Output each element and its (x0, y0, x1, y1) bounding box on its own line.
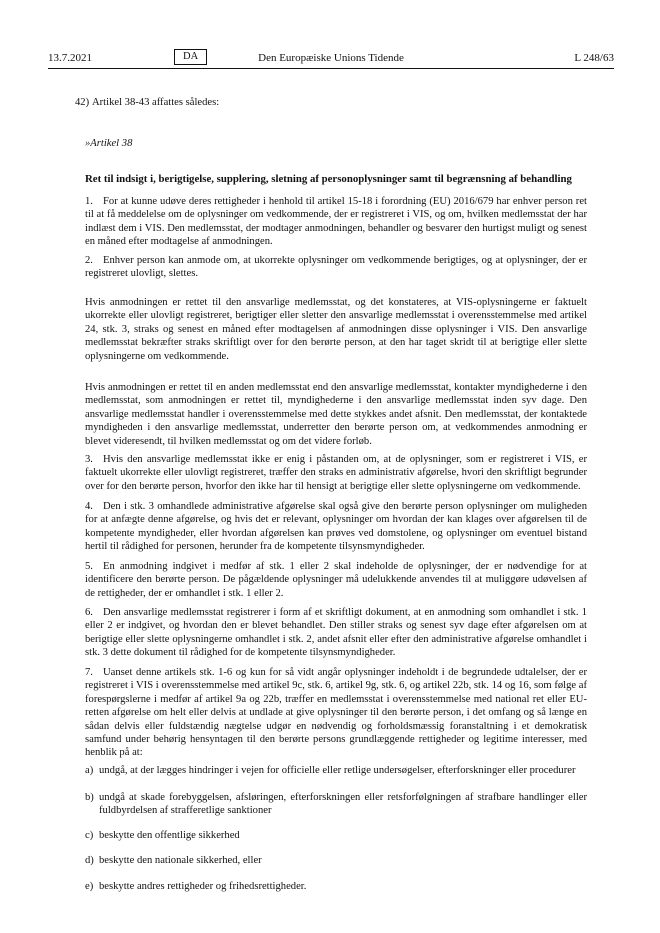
paragraph-text: For at kunne udøve deres rettigheder i henhold til artikel 15-18 i forordning (EU) 2016/679 har enhver person ret til at få meddelelse om de oplysninger om vedkommende, der er registreret i VIS, og om, hvilken medlemsstat der har indlæst dem i VIS. Den medlemsstat, der modtager anmodningen, behandler og besvarer den hurtigst muligt og senest en måned efter modtagelse af anmodningen. (85, 196, 587, 248)
paragraph-5 (85, 560, 587, 600)
paragraph-text: Den i stk. 3 omhandlede administrative afgørelse skal også give den berørte person oplysninger om muligheden for at anfægte denne afgørelse, og hvis det er relevant, oplysninger om hvordan der kan klages over afgørelsen til de kompetente myndigheder, eller hvordan afgørelsen kan prøves ved domstolene, og oplysninger om eventuel bistand hertil til rådighed for personen, herunder fra de kompetente tilsynsmyndigheder. (85, 501, 587, 553)
list-text: beskytte andres rettigheder og frihedsrettigheder. (99, 881, 307, 892)
publication-date: 13.7.2021 (48, 52, 92, 64)
paragraph-6 (85, 606, 587, 660)
journal-title: Den Europæiske Unions Tidende (258, 52, 404, 64)
language-badge: DA (174, 49, 207, 65)
list-text: beskytte den nationale sikkerhed, eller (99, 855, 262, 866)
list-text: beskytte den offentlige sikkerhed (99, 830, 240, 841)
header-divider (48, 68, 614, 69)
list-item-d (85, 854, 587, 867)
amendment-line (75, 97, 220, 108)
paragraph-text: Uanset denne artikels stk. 1-6 og kun for så vidt angår oplysninger indeholdt i de begrundede udtalelser, der er registreret i VIS i overensstemmelse med artikel 9c, stk. 6, artikel 9g, stk. 6, og artikel 22b, stk. 14 og 16, som følge af forespørgslerne i medfør af artikel 9a og 22b, træffer en medlemsstat i overensstemmelse med national ret eller EU-retten afgørelse om helt eller delvis at undlade at give oplysninger til den berørte person, i det omfang og så længe en sådan delvis eller fuldstændig nægtelse udgør en nødvendig og forholdsmæssig foranstaltning i et demokratisk samfund under behørig hensyntagen til den berørte persons grundlæggende rettigheder og legitime interesser, med henblik på at: (85, 667, 587, 759)
paragraph-text: Den ansvarlige medlemsstat registrerer i form af et skriftligt dokument, at en anmodning som omhandlet i stk. 1 eller 2 er indgivet, og hvordan den er blevet behandlet. Den stiller straks og senest syv dage efter afgørelsen om at berigtige eller slette oplysningerne omhandlet i stk. 2, andet afsnit eller efter den administrative afgørelse omhandlet i stk. 3 dette dokument til rådighed for de kompetente tilsynsmyndigheder. (85, 607, 587, 659)
paragraph-number: 7. (85, 667, 93, 678)
paragraph-1 (85, 195, 587, 249)
paragraph-text: Hvis anmodningen er rettet til en anden medlemsstat end den ansvarlige medlemsstat, kontakter myndighederne i den medlemsstat, som anmodningen er rettet til, myndighederne i den ansvarlige medlemsstat inden syv dage. Den ansvarlige medlemsstat handler i overensstemmelse med dette stykkes andet afsnit. Den medlemsstat, der kontaktede myndigheden i den ansvarlige medlemsstat, underretter den berørte person om, at vedkommendes anmodning er blevet videresendt, til hvilken medlemsstat og om det videre forløb. (85, 382, 587, 447)
amendment-text: Artikel 38-43 affattes således: (92, 97, 220, 108)
paragraph-text: Hvis anmodningen er rettet til den ansvarlige medlemsstat, og det konstateres, at VIS-oplysningerne er faktuelt ukorrekte eller ulovligt registreret, berigtiger eller sletter den ansvarlige medlemsstat i overensstemmelse med artikel 24, stk. 3, straks og senest en måned efter modtagelsen af anmodningen disse oplysninger i VIS. Den ansvarlige medlemsstat bekræfter straks skriftligt over for den berørte person, at den har taget skridt til at berigtige eller slette oplysningerne om vedkommende. (85, 297, 587, 362)
list-letter: e) (85, 881, 94, 892)
list-text: undgå, at der lægges hindringer i vejen for officielle eller retlige undersøgelser, efterforskninger eller procedurer (99, 765, 576, 776)
paragraph-2-subparagraph-3 (85, 381, 587, 448)
page-reference: L 248/63 (574, 52, 614, 64)
article-title: Ret til indsigt i, berigtigelse, supplering, sletning af personoplysninger samt til begrænsning af behandling (85, 173, 572, 185)
list-letter: c) (85, 830, 94, 841)
paragraph-number: 3. (85, 454, 93, 465)
list-item-b (85, 791, 587, 818)
paragraph-4 (85, 500, 587, 554)
paragraph-3 (85, 453, 587, 493)
list-letter: d) (85, 855, 94, 866)
amendment-number: 42) (75, 97, 90, 108)
paragraph-text: En anmodning indgivet i medfør af stk. 1 eller 2 skal indeholde de oplysninger, der er nødvendige for at identificere den berørte person. De pågældende oplysninger må udelukkende anvendes til at muliggøre udøvelsen af de rettigheder, der er omhandlet i stk. 1 eller 2. (85, 561, 587, 599)
paragraph-7 (85, 666, 587, 760)
paragraph-text: Hvis den ansvarlige medlemsstat ikke er enig i påstanden om, at de oplysninger, som er registreret i VIS, er faktuelt ukorrekte eller ulovligt registreret, træffer den straks en administrativ afgørelse, hvori den skriftligt begrunder over for den berørte person, hvorfor den ikke har til hensigt at berigtige eller slette oplysningerne om vedkommende. (85, 454, 587, 492)
list-text: undgå at skade forebyggelsen, afsløringen, efterforskningen eller retsforfølgningen af strafbare handlinger eller fuldbyrdelsen af strafferetlige sanktioner (99, 792, 587, 817)
paragraph-number: 4. (85, 501, 93, 512)
list-item-e (85, 880, 587, 893)
page-header (48, 50, 614, 66)
paragraph-2-subparagraph-2 (85, 296, 587, 363)
paragraph-number: 2. (85, 255, 93, 266)
list-letter: b) (85, 792, 94, 803)
paragraph-number: 6. (85, 607, 93, 618)
list-item-c (85, 829, 587, 842)
list-item-a (85, 764, 587, 777)
paragraph-text: Enhver person kan anmode om, at ukorrekte oplysninger om vedkommende berigtiges, og at oplysninger, der er registreret ulovligt, slettes. (85, 255, 587, 280)
list-letter: a) (85, 765, 94, 776)
article-number: »Artikel 38 (85, 138, 133, 149)
paragraph-number: 5. (85, 561, 93, 572)
paragraph-number: 1. (85, 196, 93, 207)
paragraph-2 (85, 254, 587, 281)
